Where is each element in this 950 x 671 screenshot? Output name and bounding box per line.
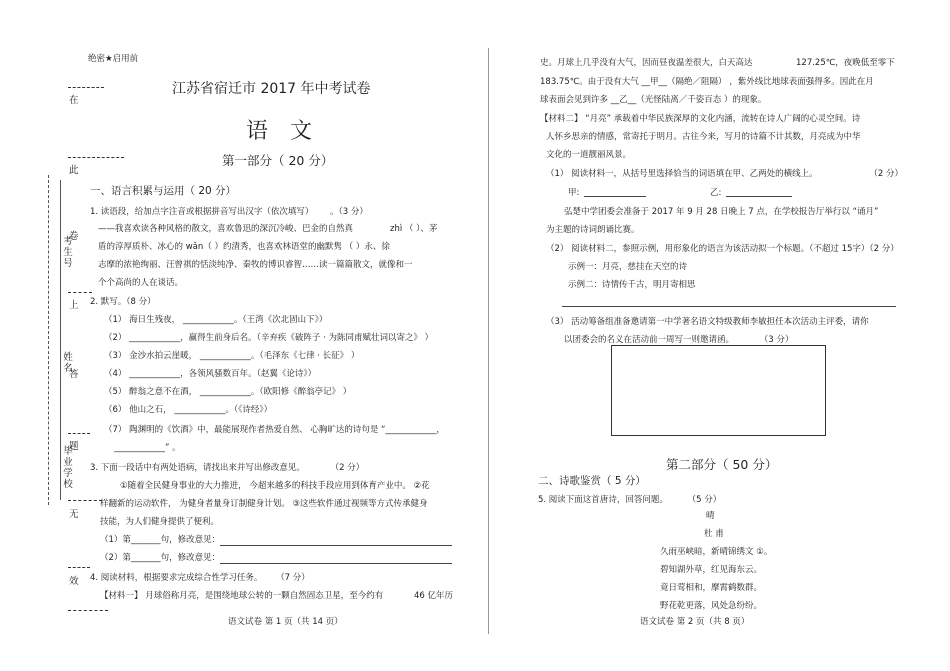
q1-line4: 个个高尚的人在谈话。: [98, 278, 184, 288]
q5-stem: 5. 阅读下面这首唐诗，回答问题。: [538, 495, 668, 505]
section2-heading: 二、诗歌鉴赏（ 5 分）: [538, 475, 646, 487]
seal-dash-line: [68, 610, 108, 611]
seal-char: 效: [69, 576, 79, 587]
r-material2-c: 文化的一道靓丽风景。: [546, 150, 632, 160]
q3-line1: ①随着全民健身事业的大力推进， 今超来越多的科技手段应用到体育产业中。 ②花: [120, 481, 430, 491]
r-activity1: 弘楚中学团委会准备于 2017 年 9 月 28 日晚上 7 点，在学校报告厅举行以 “诵月”: [564, 207, 879, 217]
r-jia-blank[interactable]: [584, 196, 646, 197]
poem-author: 杜 甫: [704, 529, 724, 539]
r-material2-b: 人怀乡思亲的情感，常寄托于明月。古往今来，写月的诗篇不计其数，月亮成为中华: [546, 132, 861, 142]
r-yi-label: 乙:: [710, 188, 722, 198]
q2-item2: （2） ____________，赢得生前身后名。（辛弃疾《破阵子 · 为陈同甫赋壮词以寄之》 ）: [104, 333, 434, 343]
exam-title: 江苏省宿迁市 2017 年中考试卷: [172, 81, 371, 97]
seal-dash-line: [68, 500, 102, 501]
q2-item4: （4） ____________，各领风骚数百年。（赵翼《论诗》）: [104, 369, 317, 379]
r-sub3b: 以团委会的名义在活动前一周写一则邀请函。: [564, 335, 735, 345]
seal-dash-line: [68, 567, 90, 568]
q3-answer2-line[interactable]: [220, 563, 452, 564]
r-cont-line1b: 127.25℃，夜晚低至零下: [796, 58, 895, 68]
q3-stem: 3. 下面一段话中有两处语病，请找出来并写出修改意见。: [90, 463, 305, 473]
poem-line: 野花乾更落，风处急纷纷。: [660, 601, 763, 611]
q2-item7b: ____________” 。: [114, 443, 181, 453]
right-footer: 语文试卷 第 2 页（共 8 页）: [640, 617, 750, 627]
seal-char: 此: [69, 165, 79, 176]
r-sub1-score: （2 分）: [873, 169, 903, 179]
q1-line1b: zhì （ ）、茅: [390, 224, 438, 234]
r-activity2: 为主题的诗词朗诵比赛。: [546, 225, 640, 235]
q3-answer1-line[interactable]: [220, 545, 452, 546]
invitation-answer-box[interactable]: [611, 345, 826, 436]
q1-line2: 盾的淳厚质朴、冰心的 wǎn（ ）约清秀，也喜欢林语堂的幽默隽 （ ）永、徐: [98, 242, 390, 252]
r-yi-blank[interactable]: [726, 196, 792, 197]
q3-line3: 技能，为人们健身提供了便利。: [100, 517, 220, 527]
binding-line: [60, 180, 61, 500]
r-example1: 示例一：月亮，慈挂在天空的诗: [568, 262, 688, 272]
q3-line2: 样翻新的运动软件， 为健身者量身订制健身计划。 ③这些软件通过视频等方式传承健身: [100, 499, 428, 509]
seal-dash-line: [68, 433, 90, 434]
seal-char: 无: [69, 509, 79, 520]
seal-char: 上: [69, 300, 79, 311]
part2-heading: 第二部分（ 50 分）: [666, 457, 778, 472]
seal-dash-line: [68, 87, 104, 88]
subject-title: 语文: [246, 119, 335, 144]
school-label: 毕业学校: [63, 446, 73, 490]
poem-line: 久雨巫峡暗，新晴锦绣文 ①。: [660, 547, 773, 557]
seal-char: 答: [69, 369, 79, 380]
q3-answer2-label: （2）第_______句，修改意见：: [100, 553, 221, 563]
poem-line: 碧知湖外草，红见海东云。: [660, 565, 763, 575]
q1-stem: 1. 读语段，给加点字注音或根据拼音写出汉字（依次填写）: [90, 207, 314, 217]
q5-score: （5 分）: [691, 495, 722, 505]
r-cont-line3: 球表面会见到许多 __乙__（光怪陆离／千姿百态 ）的现象。: [540, 95, 767, 105]
q1-line1a: ——我喜欢读各种风格的散文，喜欢鲁迅的深沉冷峻、巴金的自然真: [98, 224, 354, 234]
page-divider: [488, 48, 489, 634]
q1-score: 。（3 分）: [330, 207, 368, 217]
r-sub3-score: （3 分）: [764, 335, 794, 345]
q4-score: （7 分）: [280, 573, 310, 583]
confidential-mark: 绝密★启用前: [88, 54, 139, 64]
binding-dash-line: [48, 175, 49, 505]
q4-material1a: 【材料一】 月球俗称月亮，是围绕地球公转的一颗自然固态卫星，至今约有: [100, 591, 384, 601]
seal-dash-line: [68, 292, 92, 293]
section1-heading: 一、语言积累与运用（ 20 分）: [90, 185, 237, 197]
q2-item1: （1） 海日生残夜， ____________。（王湾《次北固山下》）: [104, 315, 328, 325]
seal-char: 题: [69, 441, 79, 452]
left-footer: 语文试卷 第 1 页（共 14 页）: [228, 617, 343, 627]
r-title-answer-line[interactable]: [562, 306, 896, 307]
r-cont-line2: 183.75℃。由于没有大气 __甲__（隔绝／阻隔） ，紫外线比地球表面强得多。因此在月: [540, 77, 874, 87]
poem-line: 竟日莺相和，摩霄鹤数群。: [660, 583, 763, 593]
q2-item7a: （7） 陶渊明的《饮酒》中，最能展现作者热爱自然、 心胸旷达的诗句是 “____________，: [104, 425, 445, 435]
q2-item3: （3） 金沙水拍云崖暖， ____________。（毛泽东《七律 · 长征》 ）: [104, 351, 360, 361]
q4-material1b: 46 亿年历: [414, 591, 454, 601]
r-cont-line1: 史。月球上几乎没有大气，因而昼夜温差很大，白天高达: [540, 58, 753, 68]
poem-title: 晴: [706, 511, 715, 521]
r-sub1: （1） 阅读材料一，从括号里选择恰当的词语填在甲、乙两处的横线上。: [546, 169, 818, 179]
r-sub2: （2） 阅读材料二，参照示例，用形象化的语言为该活动拟一个标题。（不超过 15字）（2 分）: [546, 244, 899, 254]
part1-heading: 第一部分（ 20 分）: [222, 153, 334, 168]
q4-stem: 4. 阅读材料，根据要求完成综合性学习任务。: [90, 573, 263, 583]
exam-number-label: 考生号: [63, 236, 73, 269]
name-label: 姓名: [63, 352, 73, 374]
r-jia-label: 甲:: [568, 188, 580, 198]
q2-stem: 2. 默写。（8 分）: [90, 297, 156, 307]
r-example2: 示例二：诗情传千古，明月寄相思: [568, 280, 696, 290]
r-material2-a: 【材料二】 “月亮” 承载着中华民族深厚的文化内涵，流转在诗人广阔的心灵空间。诗: [540, 114, 861, 124]
q2-item6: （6） 他山之石， ____________。（《诗经》）: [104, 405, 273, 415]
seal-dash-line: [68, 157, 124, 158]
r-sub3a: （3） 活动筹备组准备邀请第一中学著名语文特级教师李敏担任本次活动主评委，请你: [546, 317, 869, 327]
seal-char: 在: [69, 95, 79, 106]
seal-char: 卷: [69, 231, 79, 242]
q2-item5: （5） 醉翁之意不在酒， ____________。（欧阳修《醉翁亭记》 ）: [104, 387, 352, 397]
q3-answer1-label: （1）第_______句，修改意见：: [100, 535, 221, 545]
q1-line3: 志摩的浓艳绚丽、汪曾祺的恬淡纯净、秦牧的博识睿智……读一篇篇散文，就像和一: [98, 260, 413, 270]
q3-score: （2 分）: [334, 463, 365, 473]
